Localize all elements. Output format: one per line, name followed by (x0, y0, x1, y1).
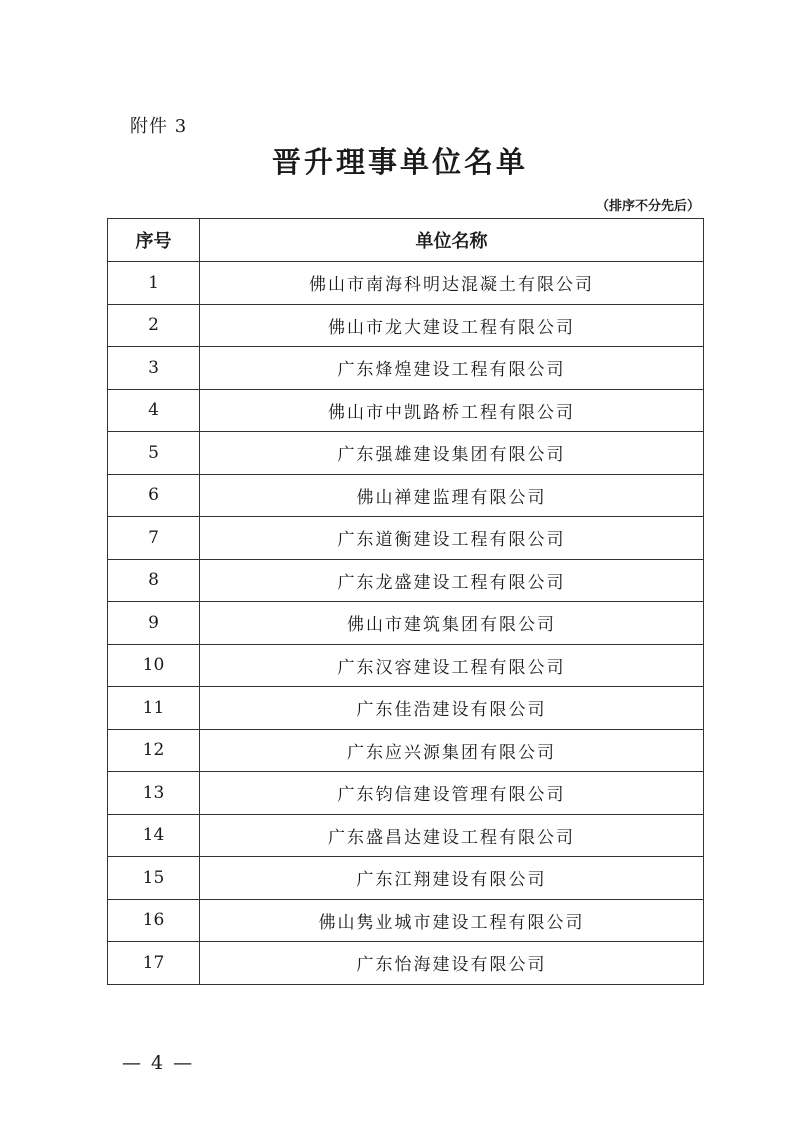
table-row (108, 262, 704, 305)
row-number: 7 (108, 517, 200, 560)
table-row (108, 389, 704, 432)
row-number: 1 (108, 262, 200, 305)
table-header-row (108, 219, 704, 262)
table-row (108, 517, 704, 560)
row-unit-name: 广东佳浩建设有限公司 (200, 687, 704, 730)
table-row (108, 857, 704, 900)
table-row (108, 644, 704, 687)
row-unit-name: 广东汉容建设工程有限公司 (200, 644, 704, 687)
row-unit-name: 佛山市南海科明达混凝土有限公司 (200, 262, 704, 305)
row-unit-name: 广东应兴源集团有限公司 (200, 729, 704, 772)
row-unit-name: 广东烽煌建设工程有限公司 (200, 347, 704, 390)
table-row (108, 814, 704, 857)
row-number: 15 (108, 857, 200, 900)
header-unit-name: 单位名称 (200, 219, 704, 262)
row-unit-name: 广东江翔建设有限公司 (200, 857, 704, 900)
row-unit-name: 佛山隽业城市建设工程有限公司 (200, 899, 704, 942)
table-row (108, 474, 704, 517)
row-number: 17 (108, 942, 200, 985)
table-row (108, 432, 704, 475)
sort-note: （排序不分先后） (595, 199, 700, 214)
attachment-label: 附件 3 (130, 116, 188, 137)
row-number: 9 (108, 602, 200, 645)
table-row (108, 942, 704, 985)
row-number: 10 (108, 644, 200, 687)
page-title: 晋升理事单位名单 (271, 145, 528, 179)
row-unit-name: 佛山禅建监理有限公司 (200, 474, 704, 517)
row-number: 14 (108, 814, 200, 857)
row-unit-name: 广东龙盛建设工程有限公司 (200, 559, 704, 602)
row-unit-name: 佛山市中凯路桥工程有限公司 (200, 389, 704, 432)
row-number: 11 (108, 687, 200, 730)
page-number: — 4 — (122, 1052, 195, 1074)
row-number: 6 (108, 474, 200, 517)
row-number: 8 (108, 559, 200, 602)
row-unit-name: 广东道衡建设工程有限公司 (200, 517, 704, 560)
table-row (108, 687, 704, 730)
table-row (108, 304, 704, 347)
header-number: 序号 (108, 219, 200, 262)
table-row (108, 772, 704, 815)
table-row (108, 347, 704, 390)
row-unit-name: 广东怡海建设有限公司 (200, 942, 704, 985)
row-number: 2 (108, 304, 200, 347)
table-row (108, 602, 704, 645)
row-number: 12 (108, 729, 200, 772)
row-number: 4 (108, 389, 200, 432)
table-row (108, 729, 704, 772)
row-unit-name: 佛山市建筑集团有限公司 (200, 602, 704, 645)
row-number: 3 (108, 347, 200, 390)
table-row (108, 559, 704, 602)
row-unit-name: 广东钧信建设管理有限公司 (200, 772, 704, 815)
row-unit-name: 广东盛昌达建设工程有限公司 (200, 814, 704, 857)
row-unit-name: 广东强雄建设集团有限公司 (200, 432, 704, 475)
member-table (107, 218, 704, 985)
row-unit-name: 佛山市龙大建设工程有限公司 (200, 304, 704, 347)
row-number: 16 (108, 899, 200, 942)
row-number: 5 (108, 432, 200, 475)
row-number: 13 (108, 772, 200, 815)
table-row (108, 899, 704, 942)
